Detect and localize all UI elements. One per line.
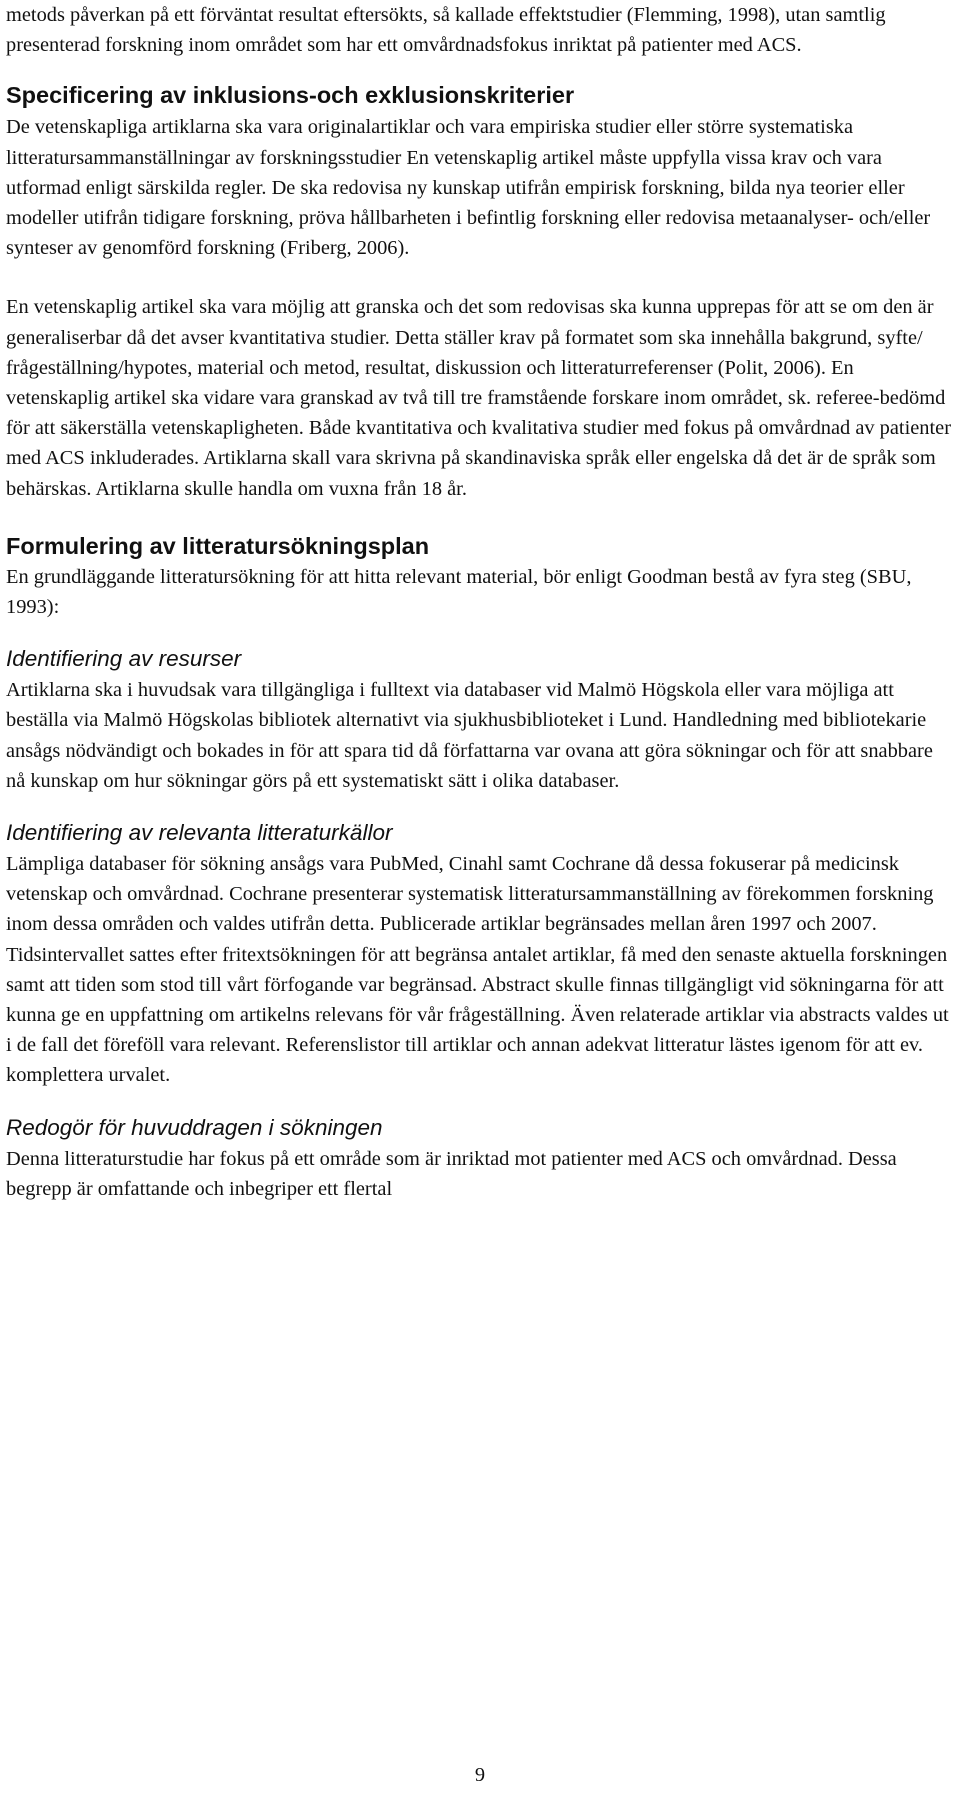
resources-paragraph: Artiklarna ska i huvudsak vara tillgängliga i fulltext via databaser vid Malmö Högskola eller vara möjliga att beställa via Malmö Högskolas bibliotek alternativt via sjukhusbiblioteket i Lund. Handledning med bibliotekarie ansågs nödvändigt och bokades in för att spara tid då författarna var ovana att göra sökningar och för att snabbare nå kunskap om hur sökningar görs på ett systematiskt sätt i olika databaser. bbox=[6, 679, 933, 792]
inclusion-paragraph-2: En vetenskaplig artikel ska vara möjlig att granska och det som redovisas ska kunna upprepas för att se om den är generaliserbar då det avser kvantitativa studier. Detta ställer krav på formatet som ska innehålla bakgrund, syfte/ frågeställning/hypotes, material och metod, resultat, diskussion och litteraturreferenser (Polit, 2006). En vetenskaplig artikel ska vidare vara granskad av två till tre framstående forskare inom området, sk. referee-bedömd för att säkerställa vetenskapligheten. Både kvantitativa och kvalitativa studier med fokus på omvårdnad av patienter med ACS inkluderades. Artiklarna skall vara skrivna på skandinaviska språk eller engelska då det är de språk som behärskas. Artiklarna skulle handla om vuxna från 18 år. bbox=[6, 296, 952, 500]
search-plan-heading: Formulering av litteratursökningsplan bbox=[6, 532, 430, 559]
resources-heading: Identifiering av resurser bbox=[6, 646, 242, 672]
page-number: 9 bbox=[474, 1764, 486, 1786]
inclusion-heading: Specificering av inklusions-och exklusionskriterier bbox=[6, 82, 575, 109]
inclusion-paragraph-1: De vetenskapliga artiklarna ska vara originalartiklar och vara empiriska studier eller större systematiska litteratursammanställningar av forskningsstudier En vetenskaplig artikel måste uppfylla vissa krav och vara utformad enligt särskilda regler. De ska redovisa ny kunskap utifrån empirisk forskning, bilda nya teorier eller modeller utifrån tidigare forskning, pröva hållbarheten i befintlig forskning eller redovisa metaanalyser- och/eller synteser av genomförd forskning (Friberg, 2006). bbox=[6, 116, 931, 260]
relevant-sources-paragraph: Lämpliga databaser för sökning ansågs vara PubMed, Cinahl samt Cochrane då dessa fokuserar på medicinsk vetenskap och omvårdnad. Cochrane presenterar systematisk litteratursammanställning av förekommen forskning inom dessa områden och valdes utifrån detta. Publicerade artiklar begränsades mellan åren 1997 och 2007. Tidsintervallet sattes efter fritextsökningen för att begränsa antalet artiklar, få med den senaste aktuella forskningen samt att tiden som stod till vårt förfogande var begränsad. Abstract skulle finnas tillgängligt vid sökningarna för att kunna ge en uppfattning om artikelns relevans för vår frågeställning. Även relaterade artiklar via abstracts valdes ut i de fall det föreföll vara relevant. Referenslistor till artiklar och annan adekvat litteratur lästes igenom för att ev. komplettera urvalet. bbox=[6, 853, 949, 1087]
document-page bbox=[6, 0, 952, 1204]
intro-paragraph: metods påverkan på ett förväntat resultat eftersökts, så kallade effektstudier (Flemming, 1998), utan samtlig presenterad forskning inom området som har ett omvårdnadsfokus inriktat på patienter med ACS. bbox=[6, 4, 886, 57]
search-overview-paragraph: Denna litteraturstudie har fokus på ett område som är inriktad mot patienter med ACS och omvårdnad. Dessa begrepp är omfattande och inbegriper ett flertal bbox=[6, 1147, 897, 1200]
relevant-sources-heading: Identifiering av relevanta litteraturkällor bbox=[6, 820, 393, 846]
search-plan-paragraph: En grundläggande litteratursökning för att hitta relevant material, bör enligt Goodman bestå av fyra steg (SBU, 1993): bbox=[6, 565, 912, 619]
search-overview-heading: Redogör för huvuddragen i sökningen bbox=[6, 1114, 383, 1140]
